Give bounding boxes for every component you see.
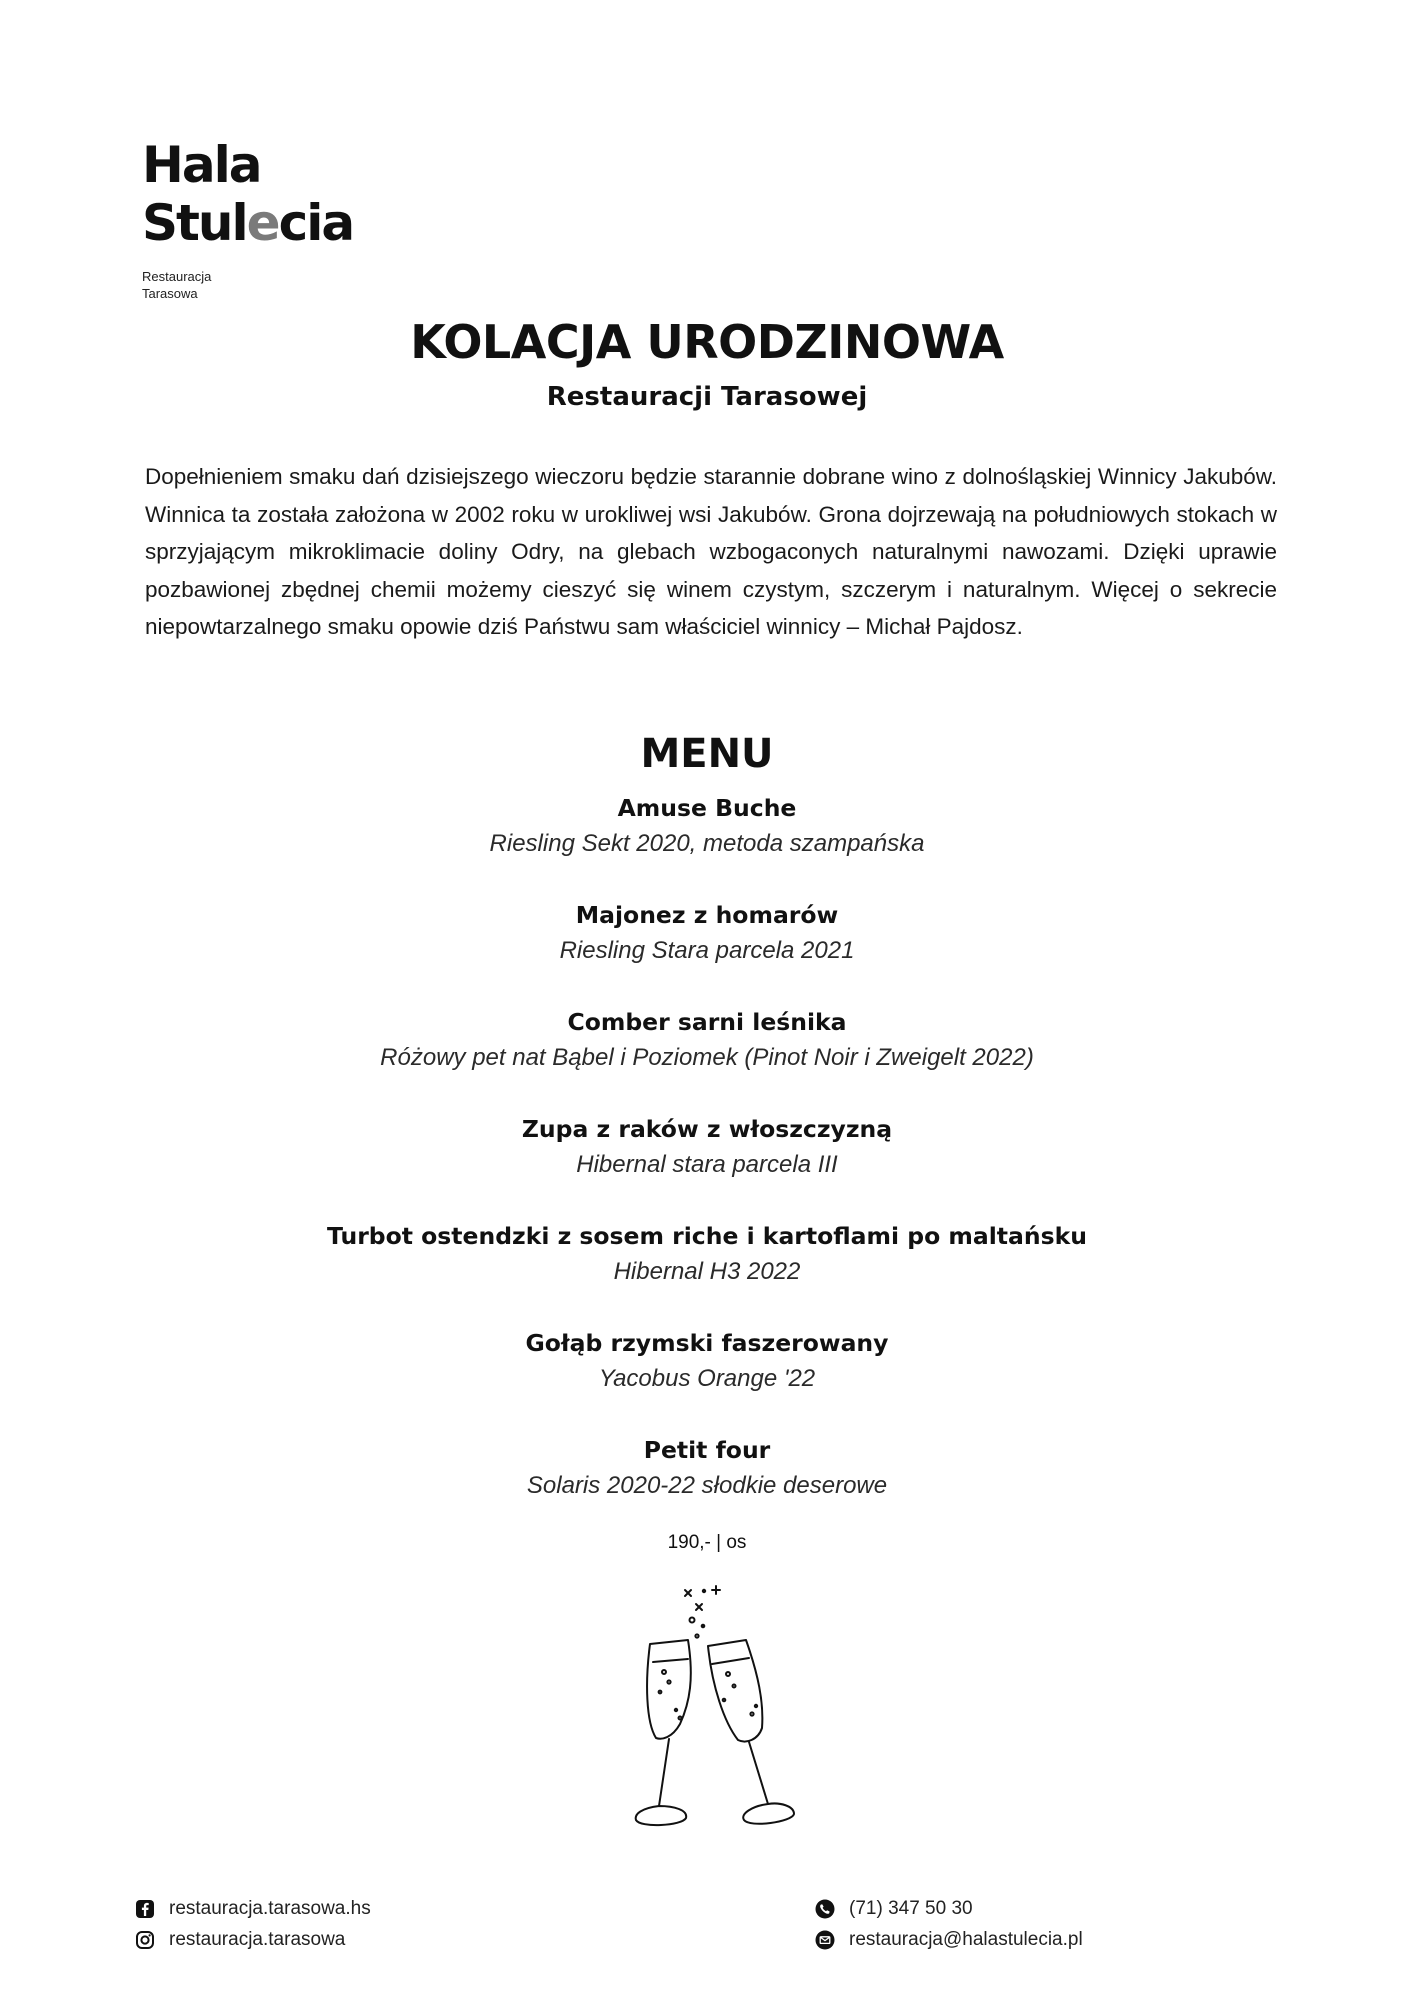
footer-instagram[interactable] — [135, 1924, 371, 1955]
footer-contact — [815, 1893, 1083, 1955]
course-dish: Comber sarni leśnika — [567, 1008, 847, 1036]
course-dish: Majonez z homarów — [575, 901, 839, 929]
logo-line-2c: cia — [278, 194, 354, 252]
instagram-icon — [135, 1930, 155, 1950]
email-address[interactable]: restauracja@halastulecia.pl — [849, 1928, 1083, 1950]
facebook-icon — [135, 1899, 155, 1919]
logo-subtitle-line-2: Tarasowa — [142, 286, 198, 301]
logo-subtitle — [142, 268, 353, 302]
logo-line-2a: Stul — [142, 194, 247, 252]
logo-line-1: Hala — [142, 136, 261, 194]
menu-title: MENU — [640, 731, 774, 777]
footer-phone[interactable] — [815, 1893, 1083, 1924]
course-wine: Hibernal H3 2022 — [613, 1258, 801, 1285]
footer-social — [135, 1893, 371, 1955]
footer-email[interactable] — [815, 1924, 1083, 1955]
menu-course — [0, 1432, 1414, 1539]
course-wine: Riesling Stara parcela 2021 — [559, 937, 855, 964]
phone-number[interactable]: (71) 347 50 30 — [849, 1897, 973, 1919]
intro-paragraph: Dopełnieniem smaku dań dzisiejszego wieczoru będzie starannie dobrane wino z dolnośląskiej Winnicy Jakubów. Winnica ta została założona w 2002 roku w urokliwej wsi Jakubów. Grona dojrzewają na południowych stokach w sprzyjającym mikroklimacie doliny Odry, na glebach wzbogaconych naturalnymi nawozami. Dzięki uprawie pozbawionej zbędnej chemii możemy cieszyć się winem czystym, szczerym i naturalnym. Więcej o sekrecie niepowtarzalnego smaku opowie dziś Państwu sam właściciel winnicy – Michał Pajdosz. — [145, 464, 1277, 639]
email-icon — [815, 1930, 835, 1950]
logo — [142, 136, 353, 302]
course-dish: Petit four — [643, 1436, 771, 1464]
course-dish: Amuse Buche — [617, 794, 797, 822]
instagram-handle[interactable]: restauracja.tarasowa — [169, 1928, 346, 1950]
price-per-person: 190,- | os — [667, 1532, 747, 1553]
logo-accent-letter: e — [246, 194, 279, 252]
course-wine: Yacobus Orange '22 — [598, 1365, 816, 1392]
logo-subtitle-line-1: Restauracja — [142, 269, 212, 284]
course-wine: Solaris 2020-22 słodkie deserowe — [526, 1472, 888, 1499]
footer-facebook[interactable] — [135, 1893, 371, 1924]
menu-course — [0, 1111, 1414, 1218]
course-wine: Różowy pet nat Bąbel i Poziomek (Pinot Noir i Zweigelt 2022) — [380, 1044, 1034, 1071]
menu-course — [0, 790, 1414, 897]
page-title: KOLACJA URODZINOWA — [410, 315, 1004, 369]
champagne-glasses-icon — [612, 1582, 802, 1842]
logo-line-2 — [142, 194, 353, 252]
course-wine: Riesling Sekt 2020, metoda szampańska — [489, 830, 925, 857]
page-subtitle: Restauracji Tarasowej — [546, 382, 868, 412]
course-dish: Gołąb rzymski faszerowany — [525, 1329, 889, 1357]
facebook-handle[interactable]: restauracja.tarasowa.hs — [169, 1897, 371, 1919]
course-wine: Hibernal stara parcela III — [576, 1151, 838, 1178]
menu-course — [0, 1004, 1414, 1111]
phone-icon — [815, 1899, 835, 1919]
menu-course — [0, 897, 1414, 1004]
menu-course — [0, 1325, 1414, 1432]
menu-course — [0, 1218, 1414, 1325]
course-dish: Turbot ostendzki z sosem riche i kartoflami po maltańsku — [327, 1222, 1087, 1250]
menu-list — [0, 790, 1414, 1539]
course-dish: Zupa z raków z włoszczyzną — [521, 1115, 893, 1143]
